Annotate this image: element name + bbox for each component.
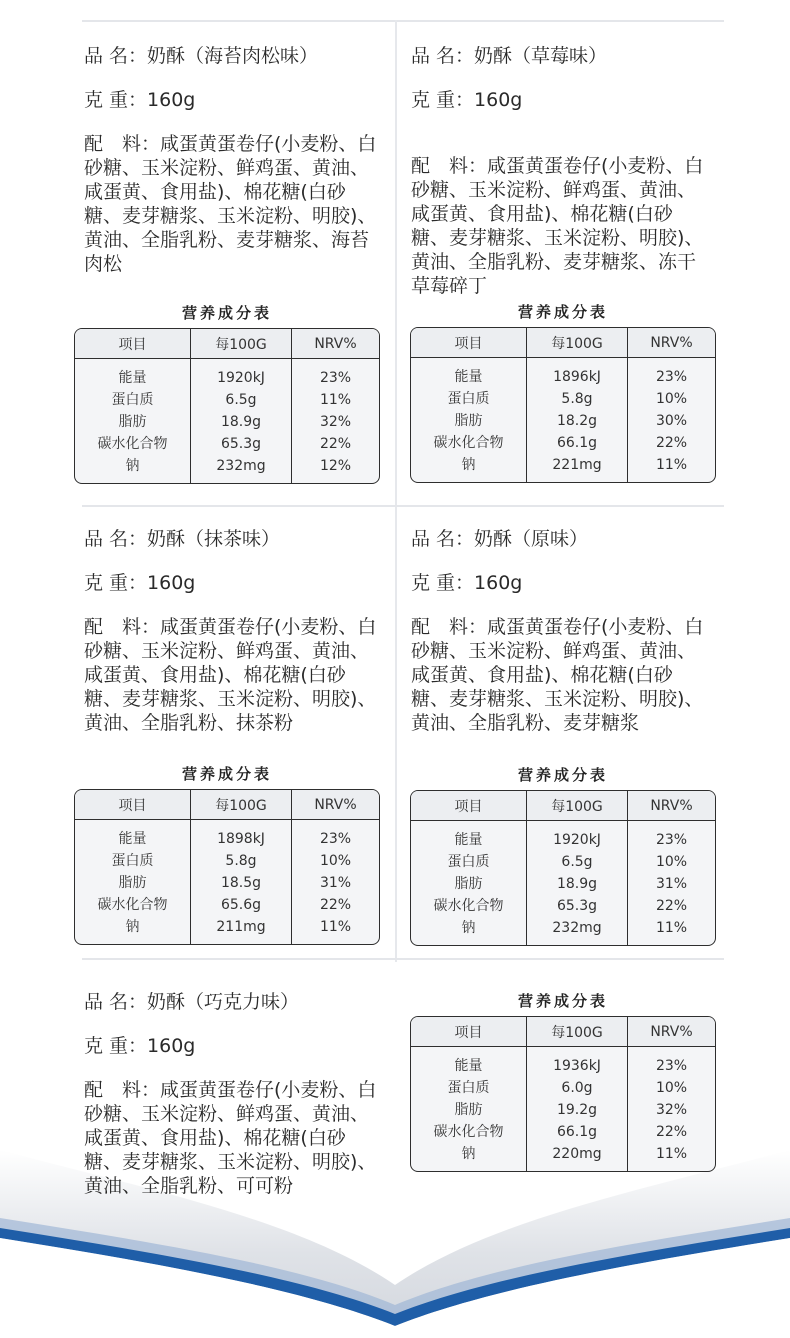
energy-nrv: 23%	[655, 1058, 688, 1074]
carbs-nrv: 22%	[319, 897, 352, 913]
nutrient-protein: 蛋白质	[447, 1080, 490, 1096]
product-card-original	[411, 527, 707, 735]
energy-nrv: 23%	[319, 370, 352, 386]
nutrient-fat: 脂肪	[118, 414, 147, 430]
protein-value: 6.0g	[561, 1080, 593, 1096]
nrv-values	[628, 358, 715, 482]
sodium-nrv: 11%	[655, 920, 688, 936]
name-value: 奶酥（原味）	[474, 528, 589, 550]
nutrition-title: 营养成分表	[517, 766, 608, 784]
ingredients-label: 配 料：	[84, 616, 161, 638]
row-separator-1	[82, 505, 724, 507]
nutrition-header-row	[75, 790, 379, 820]
product-name	[84, 990, 380, 1014]
product-card-chocolate	[84, 990, 380, 1198]
fat-value: 18.5g	[220, 875, 262, 891]
col-per100-header: 每100G	[191, 790, 292, 819]
energy-value: 1936kJ	[553, 1058, 601, 1074]
product-ingredients	[411, 154, 707, 298]
nutrition-table-chocolate	[410, 1016, 716, 1172]
product-name	[411, 527, 707, 551]
protein-nrv: 10%	[319, 853, 352, 869]
sodium-value: 221mg	[552, 457, 602, 473]
nutrition-header-row	[411, 791, 715, 821]
name-value: 奶酥（海苔肉松味）	[147, 45, 319, 67]
nutrient-sodium: 钠	[461, 920, 476, 936]
product-card-matcha	[84, 527, 380, 735]
nutrient-carbs: 碳水化合物	[97, 897, 168, 913]
nutrient-fat: 脂肪	[454, 876, 483, 892]
sodium-value: 211mg	[216, 919, 266, 935]
weight-value: 160g	[474, 89, 523, 111]
nutrition-table-seaweed	[74, 328, 380, 484]
protein-nrv: 10%	[655, 391, 688, 407]
name-label: 品 名：	[411, 528, 475, 550]
nutrient-names	[411, 1047, 527, 1171]
product-ingredients	[84, 1078, 380, 1198]
carbs-value: 66.1g	[556, 435, 598, 451]
name-value: 奶酥（草莓味）	[474, 45, 608, 67]
nrv-values	[292, 820, 379, 944]
nutrient-carbs: 碳水化合物	[433, 898, 504, 914]
weight-value: 160g	[147, 89, 196, 111]
col-nrv-header: NRV%	[650, 1023, 693, 1040]
col-item-header: 项目	[411, 328, 527, 357]
sodium-nrv: 11%	[655, 1146, 688, 1162]
weight-value: 160g	[147, 572, 196, 594]
col-nrv-header: NRV%	[650, 797, 693, 814]
nutrition-body	[411, 358, 715, 482]
energy-value: 1898kJ	[217, 831, 265, 847]
col-per100-header: 每100G	[191, 329, 292, 358]
product-card-strawberry	[411, 44, 707, 298]
weight-label: 克 重：	[84, 572, 148, 594]
product-name	[84, 527, 380, 551]
name-label: 品 名：	[84, 528, 148, 550]
ingredients-label: 配 料：	[411, 616, 488, 638]
nutrient-protein: 蛋白质	[447, 391, 490, 407]
per100-values	[527, 821, 628, 945]
product-weight	[84, 1034, 380, 1058]
nutrient-fat: 脂肪	[454, 413, 483, 429]
nutrient-sodium: 钠	[461, 1146, 476, 1162]
product-ingredients	[84, 615, 380, 735]
carbs-nrv: 22%	[319, 436, 352, 452]
per100-values	[527, 358, 628, 482]
nutrient-fat: 脂肪	[118, 875, 147, 891]
nutrient-names	[411, 821, 527, 945]
nutrition-body	[75, 359, 379, 483]
fat-nrv: 30%	[655, 413, 688, 429]
nutrient-energy: 能量	[454, 369, 483, 385]
carbs-value: 65.6g	[220, 897, 262, 913]
fat-nrv: 32%	[319, 414, 352, 430]
weight-label: 克 重：	[84, 89, 148, 111]
col-item-header: 项目	[411, 1017, 527, 1046]
nutrition-title: 营养成分表	[181, 765, 272, 783]
per100-values	[191, 820, 292, 944]
nutrition-table-strawberry	[410, 327, 716, 483]
nutrient-protein: 蛋白质	[111, 392, 154, 408]
weight-value: 160g	[147, 1035, 196, 1057]
weight-label: 克 重：	[84, 1035, 148, 1057]
nutrient-energy: 能量	[454, 832, 483, 848]
nutrient-names	[411, 358, 527, 482]
nutrient-names	[75, 359, 191, 483]
protein-nrv: 11%	[319, 392, 352, 408]
nutrition-header-row	[411, 328, 715, 358]
nutrient-carbs: 碳水化合物	[433, 435, 504, 451]
col-per100-header: 每100G	[527, 1017, 628, 1046]
ingredients-value: 咸蛋黄蛋卷仔(小麦粉、白砂糖、玉米淀粉、鲜鸡蛋、黄油、咸蛋黄、食用盐)、棉花糖(白砂糖、麦芽糖浆、玉米淀粉、明胶)、黄油、全脂乳粉、麦芽糖浆、海苔肉松	[84, 133, 377, 275]
weight-value: 160g	[474, 572, 523, 594]
name-label: 品 名：	[411, 45, 475, 67]
nrv-values	[628, 1047, 715, 1171]
fat-value: 18.9g	[220, 414, 262, 430]
fat-nrv: 31%	[319, 875, 352, 891]
protein-value: 6.5g	[561, 854, 593, 870]
nutrition-table-matcha	[74, 789, 380, 945]
col-item-header: 项目	[411, 791, 527, 820]
product-ingredients	[84, 132, 380, 276]
energy-nrv: 23%	[655, 369, 688, 385]
fat-nrv: 32%	[655, 1102, 688, 1118]
col-nrv-header: NRV%	[314, 796, 357, 813]
carbs-nrv: 22%	[655, 898, 688, 914]
sodium-nrv: 12%	[319, 458, 352, 474]
protein-nrv: 10%	[655, 1080, 688, 1096]
sodium-value: 232mg	[216, 458, 266, 474]
nutrition-body	[75, 820, 379, 944]
col-item-header: 项目	[75, 329, 191, 358]
energy-nrv: 23%	[655, 832, 688, 848]
ingredients-label: 配 料：	[84, 1079, 161, 1101]
nutrition-table-original	[410, 790, 716, 946]
nutrient-protein: 蛋白质	[447, 854, 490, 870]
row-separator-2	[82, 958, 724, 960]
name-label: 品 名：	[84, 991, 148, 1013]
nutrient-energy: 能量	[454, 1058, 483, 1074]
product-weight	[411, 88, 707, 112]
column-separator	[395, 20, 397, 962]
ingredients-label: 配 料：	[84, 133, 161, 155]
sodium-value: 232mg	[552, 920, 602, 936]
name-label: 品 名：	[84, 45, 148, 67]
nutrition-header-row	[75, 329, 379, 359]
energy-value: 1920kJ	[553, 832, 601, 848]
weight-label: 克 重：	[411, 89, 475, 111]
weight-label: 克 重：	[411, 572, 475, 594]
nrv-values	[628, 821, 715, 945]
product-weight	[84, 88, 380, 112]
nutrition-header-row	[411, 1017, 715, 1047]
nrv-values	[292, 359, 379, 483]
product-name	[84, 44, 380, 68]
carbs-value: 65.3g	[556, 898, 598, 914]
nutrient-sodium: 钠	[461, 457, 476, 473]
product-card-seaweed	[84, 44, 380, 276]
per100-values	[527, 1047, 628, 1171]
protein-value: 5.8g	[561, 391, 593, 407]
fat-value: 18.9g	[556, 876, 598, 892]
carbs-nrv: 22%	[655, 435, 688, 451]
sodium-nrv: 11%	[655, 457, 688, 473]
product-weight	[84, 571, 380, 595]
protein-nrv: 10%	[655, 854, 688, 870]
nutrient-names	[75, 820, 191, 944]
energy-nrv: 23%	[319, 831, 352, 847]
nutrient-energy: 能量	[118, 831, 147, 847]
nutrition-title: 营养成分表	[517, 303, 608, 321]
name-value: 奶酥（巧克力味）	[147, 991, 300, 1013]
nutrient-protein: 蛋白质	[111, 853, 154, 869]
nutrient-sodium: 钠	[125, 919, 140, 935]
nutrient-sodium: 钠	[125, 458, 140, 474]
nutrient-energy: 能量	[118, 370, 147, 386]
energy-value: 1896kJ	[553, 369, 601, 385]
carbs-value: 66.1g	[556, 1124, 598, 1140]
sodium-nrv: 11%	[319, 919, 352, 935]
product-weight	[411, 571, 707, 595]
name-value: 奶酥（抹茶味）	[147, 528, 281, 550]
ingredients-value: 咸蛋黄蛋卷仔(小麦粉、白砂糖、玉米淀粉、鲜鸡蛋、黄油、咸蛋黄、食用盐)、棉花糖(白砂糖、麦芽糖浆、玉米淀粉、明胶)、黄油、全脂乳粉、抹茶粉	[84, 616, 377, 734]
col-nrv-header: NRV%	[650, 334, 693, 351]
carbs-nrv: 22%	[655, 1124, 688, 1140]
fat-value: 19.2g	[556, 1102, 598, 1118]
ingredients-value: 咸蛋黄蛋卷仔(小麦粉、白砂糖、玉米淀粉、鲜鸡蛋、黄油、咸蛋黄、食用盐)、棉花糖(白砂糖、麦芽糖浆、玉米淀粉、明胶)、黄油、全脂乳粉、麦芽糖浆、冻干草莓碎丁	[411, 155, 704, 297]
protein-value: 6.5g	[225, 392, 257, 408]
col-item-header: 项目	[75, 790, 191, 819]
nutrient-fat: 脂肪	[454, 1102, 483, 1118]
sodium-value: 220mg	[552, 1146, 602, 1162]
protein-value: 5.8g	[225, 853, 257, 869]
energy-value: 1920kJ	[217, 370, 265, 386]
ingredients-label: 配 料：	[411, 155, 488, 177]
col-per100-header: 每100G	[527, 791, 628, 820]
per100-values	[191, 359, 292, 483]
col-per100-header: 每100G	[527, 328, 628, 357]
product-name	[411, 44, 707, 68]
top-separator	[82, 20, 724, 22]
nutrition-title: 营养成分表	[517, 992, 608, 1010]
fat-value: 18.2g	[556, 413, 598, 429]
carbs-value: 65.3g	[220, 436, 262, 452]
product-ingredients	[411, 615, 707, 735]
fat-nrv: 31%	[655, 876, 688, 892]
nutrition-title: 营养成分表	[181, 304, 272, 322]
ingredients-value: 咸蛋黄蛋卷仔(小麦粉、白砂糖、玉米淀粉、鲜鸡蛋、黄油、咸蛋黄、食用盐)、棉花糖(白砂糖、麦芽糖浆、玉米淀粉、明胶)、黄油、全脂乳粉、可可粉	[84, 1079, 377, 1197]
nutrient-carbs: 碳水化合物	[97, 436, 168, 452]
nutrient-carbs: 碳水化合物	[433, 1124, 504, 1140]
nutrition-body	[411, 821, 715, 945]
nutrition-body	[411, 1047, 715, 1171]
ingredients-value: 咸蛋黄蛋卷仔(小麦粉、白砂糖、玉米淀粉、鲜鸡蛋、黄油、咸蛋黄、食用盐)、棉花糖(白砂糖、麦芽糖浆、玉米淀粉、明胶)、黄油、全脂乳粉、麦芽糖浆	[411, 616, 704, 734]
col-nrv-header: NRV%	[314, 335, 357, 352]
